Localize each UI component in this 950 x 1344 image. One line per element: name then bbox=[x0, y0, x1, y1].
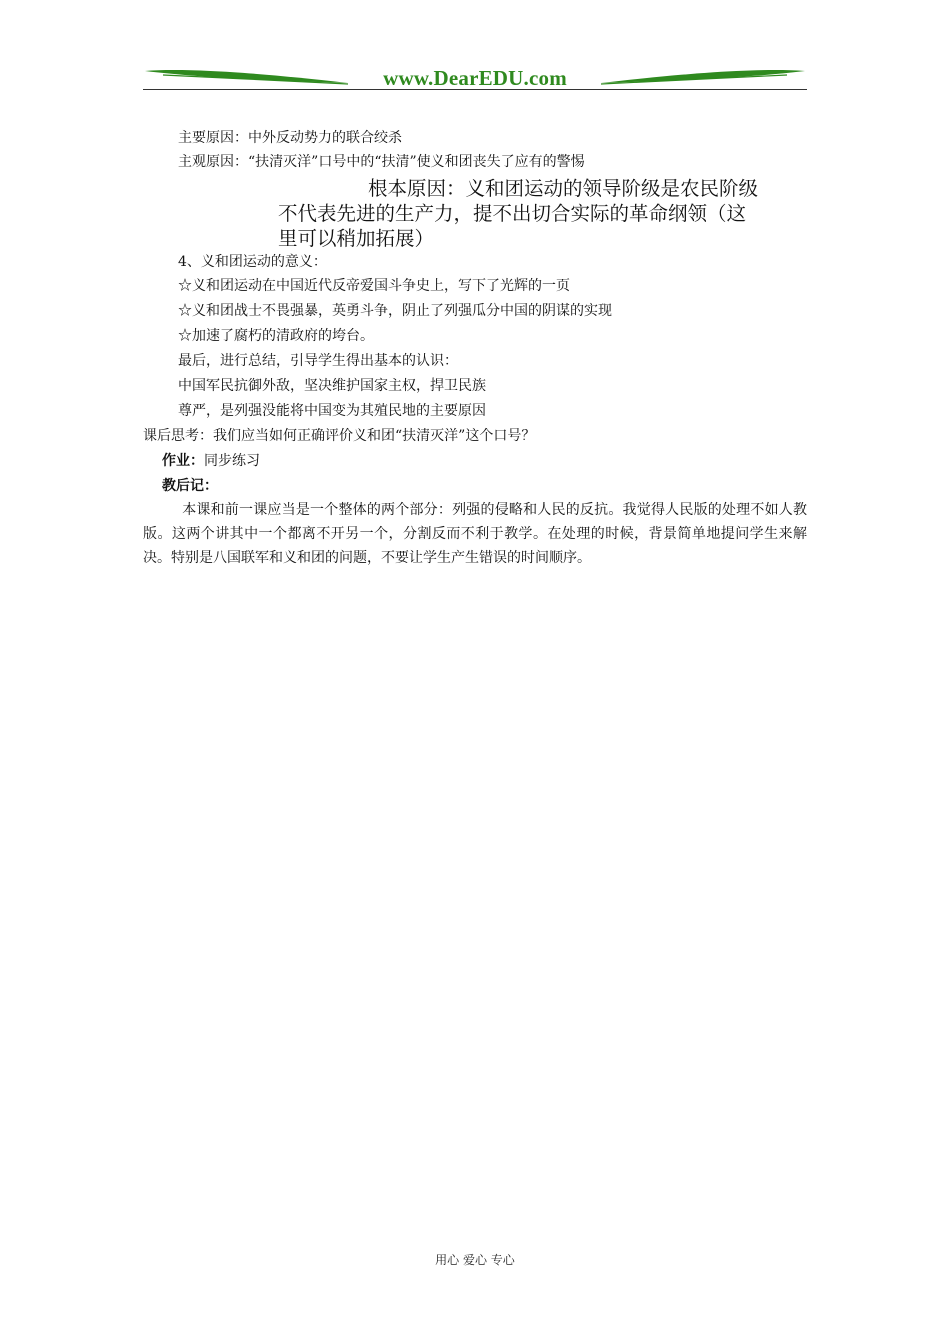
root-reason-line-3: 里可以稍加拓展） bbox=[278, 227, 435, 250]
page-header bbox=[143, 62, 807, 92]
homework-line bbox=[162, 452, 260, 470]
summary-line-1: 中国军民抗御外敌，坚决维护国家主权，捍卫民族 bbox=[178, 378, 486, 394]
summary-intro: 最后，进行总结，引导学生得出基本的认识： bbox=[178, 353, 458, 369]
after-class-question: 课后思考：我们应当如何正确评价义和团“扶清灭洋”这个口号？ bbox=[143, 428, 536, 444]
site-logo-text: www.DearEDU.com bbox=[383, 66, 567, 90]
homework-label: 作业： bbox=[162, 453, 204, 469]
teaching-notes-label: 教后记： bbox=[162, 478, 218, 494]
significance-item-2: ☆义和团战士不畏强暴，英勇斗争，阴止了列强瓜分中国的阴谋的实现 bbox=[178, 303, 612, 319]
root-reason-line-2: 不代表先进的生产力，提不出切合实际的革命纲领（这 bbox=[278, 202, 747, 225]
page-footer-motto: 用心 爱心 专心 bbox=[435, 1253, 515, 1267]
root-reason-line-1: 根本原因：义和团运动的领导阶级是农民阶级 bbox=[368, 177, 759, 200]
header-rule bbox=[143, 89, 807, 90]
significance-heading: 4、义和团运动的意义： bbox=[178, 254, 327, 270]
significance-item-1: ☆义和团运动在中国近代反帝爱国斗争史上，写下了光辉的一页 bbox=[178, 278, 570, 294]
subjective-reason-line: 主观原因：“扶清灭洋”口号中的“扶清”使义和团丧失了应有的警惕 bbox=[178, 154, 585, 170]
homework-value: 同步练习 bbox=[204, 453, 260, 469]
summary-line-2: 尊严，是列强没能将中国变为其殖民地的主要原因 bbox=[178, 403, 486, 419]
main-reason-line: 主要原因：中外反动势力的联合绞杀 bbox=[178, 130, 402, 146]
teaching-notes-paragraph: 本课和前一课应当是一个整体的两个部分：列强的侵略和人民的反抗。我觉得人民版的处理不如人教版。这两个讲其中一个都离不开另一个，分割反而不利于教学。在处理的时候，背景简单地提问学生来解决。特别是八国联军和义和团的问题，不要让学生产生错误的时间顺序。 bbox=[143, 502, 807, 566]
significance-item-3: ☆加速了腐朽的清政府的垮台。 bbox=[178, 328, 374, 344]
